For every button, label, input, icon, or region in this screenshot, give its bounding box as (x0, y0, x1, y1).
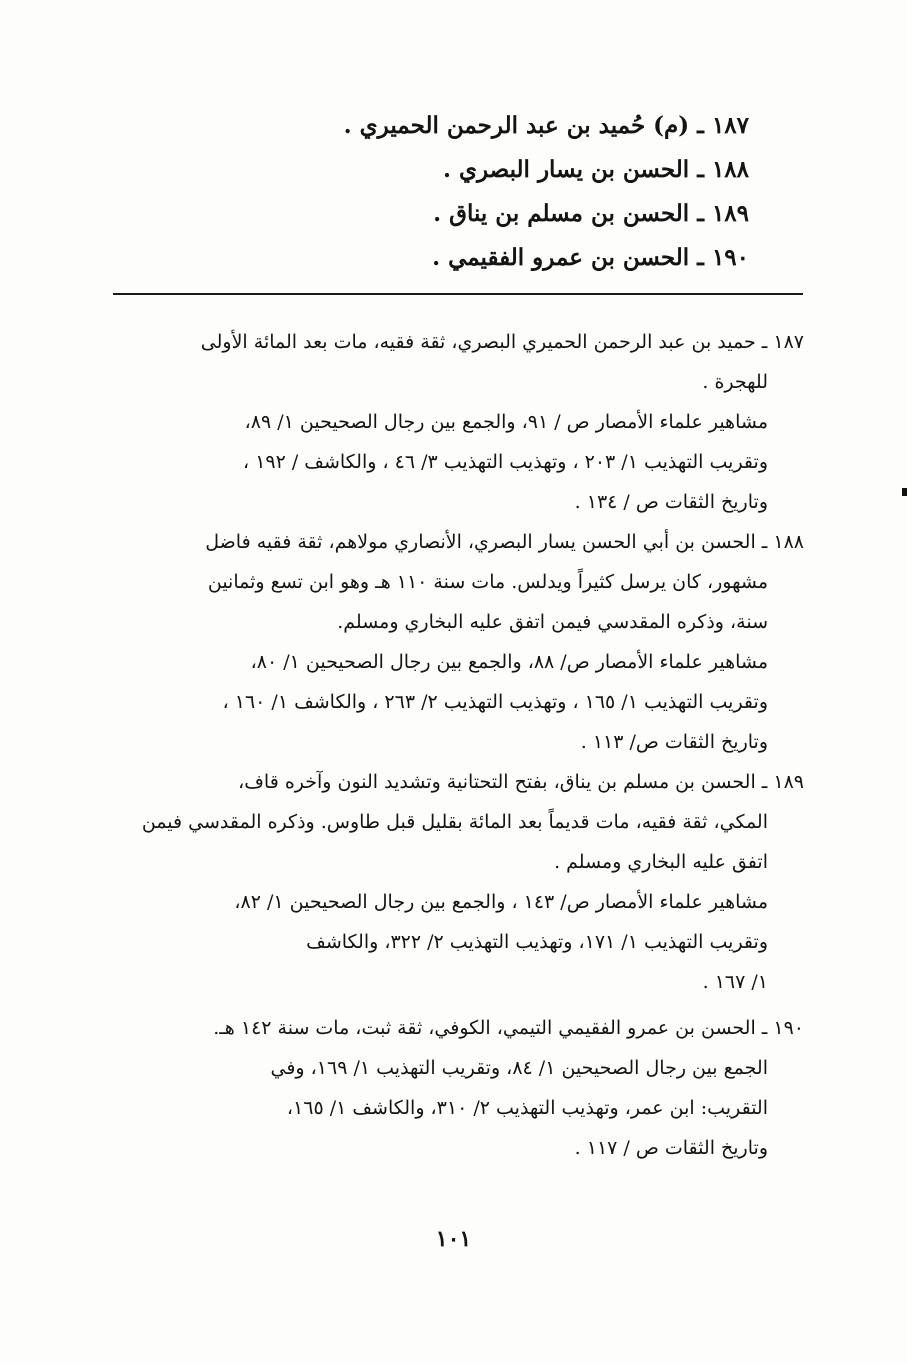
note-187-refs-line-3: وتاريخ الثقات ص / ١٣٤ . (574, 491, 768, 513)
note-188-bio-line-1: ١٨٨ ـ الحسن بن أبي الحسن يسار البصري، الأنصاري مولاهم، ثقة فقيه فاضل (205, 531, 804, 553)
note-188-refs-line-1: مشاهير علماء الأمصار ص/ ٨٨، والجمع بين رجال الصحيحين ١/ ٨٠، (250, 651, 768, 673)
page-number: ١٠١ (435, 1226, 472, 1252)
note-187-bio-line-1: ١٨٧ ـ حميد بن عبد الرحمن الحميري البصري، ثقة فقيه، مات بعد المائة الأولى (200, 331, 804, 353)
margin-ink-mark (902, 488, 907, 496)
note-190-bio-line-1: ١٩٠ ـ الحسن بن عمرو الفقيمي التيمي، الكوفي، ثقة ثبت، مات سنة ١٤٢ هـ. (213, 1017, 804, 1039)
note-190-refs-line-1: الجمع بين رجال الصحيحين ١/ ٨٤، وتقريب التهذيب ١/ ١٦٩، وفي (270, 1057, 768, 1079)
note-188-refs-line-2: وتقريب التهذيب ١/ ١٦٥ ، وتهذيب التهذيب ٢/ ٢٦٣ ، والكاشف ١/ ١٦٠ ، (222, 691, 768, 713)
footnote-separator (113, 293, 803, 295)
main-entry-189: ١٨٩ ـ الحسن بن مسلم بن يناق . (433, 200, 749, 227)
main-entry-190: ١٩٠ ـ الحسن بن عمرو الفقيمي . (432, 244, 749, 271)
note-189-bio-line-2: المكي، ثقة فقيه، مات قديماً بعد المائة بقليل قبل طاوس. وذكره المقدسي فيمن (141, 811, 768, 833)
note-188-bio-line-2: مشهور، كان يرسل كثيراً ويدلس. مات سنة ١١٠ هـ وهو ابن تسع وثمانين (207, 571, 768, 593)
note-190-refs-line-2: التقريب: ابن عمر، وتهذيب التهذيب ٢/ ٣١٠، والكاشف ١/ ١٦٥، (286, 1097, 768, 1119)
main-entry-188: ١٨٨ ـ الحسن بن يسار البصري . (442, 156, 749, 183)
note-187-bio-line-2: للهجرة . (702, 371, 768, 393)
note-189-refs-line-2: وتقريب التهذيب ١/ ١٧١، وتهذيب التهذيب ٢/ ٣٢٢، والكاشف (306, 931, 768, 953)
main-entry-187: ١٨٧ ـ (م) حُميد بن عبد الرحمن الحميري . (343, 112, 749, 139)
footnotes (112, 322, 804, 1168)
note-189-bio-line-1: ١٨٩ ـ الحسن بن مسلم بن يناق، بفتح التحتانية وتشديد النون وآخره قاف، (238, 771, 804, 793)
note-188-refs-line-3: وتاريخ الثقات ص/ ١١٣ . (580, 731, 768, 753)
note-188-bio-line-3: سنة، وذكره المقدسي فيمن اتفق عليه البخاري ومسلم. (337, 611, 768, 633)
note-187-refs-line-1: مشاهير علماء الأمصار ص / ٩١، والجمع بين رجال الصحيحين ١/ ٨٩، (244, 411, 768, 433)
main-entries (189, 104, 749, 280)
note-189-bio-line-3: اتفق عليه البخاري ومسلم . (554, 851, 768, 873)
note-189-refs-line-1: مشاهير علماء الأمصار ص/ ١٤٣ ، والجمع بين رجال الصحيحين ١/ ٨٢، (234, 891, 768, 913)
note-189-refs-line-3: ١/ ١٦٧ . (702, 971, 768, 993)
note-190-refs-line-3: وتاريخ الثقات ص / ١١٧ . (574, 1137, 768, 1159)
note-187-refs-line-2: وتقريب التهذيب ١/ ٢٠٣ ، وتهذيب التهذيب ٣/ ٤٦ ، والكاشف / ١٩٢ ، (243, 451, 768, 473)
